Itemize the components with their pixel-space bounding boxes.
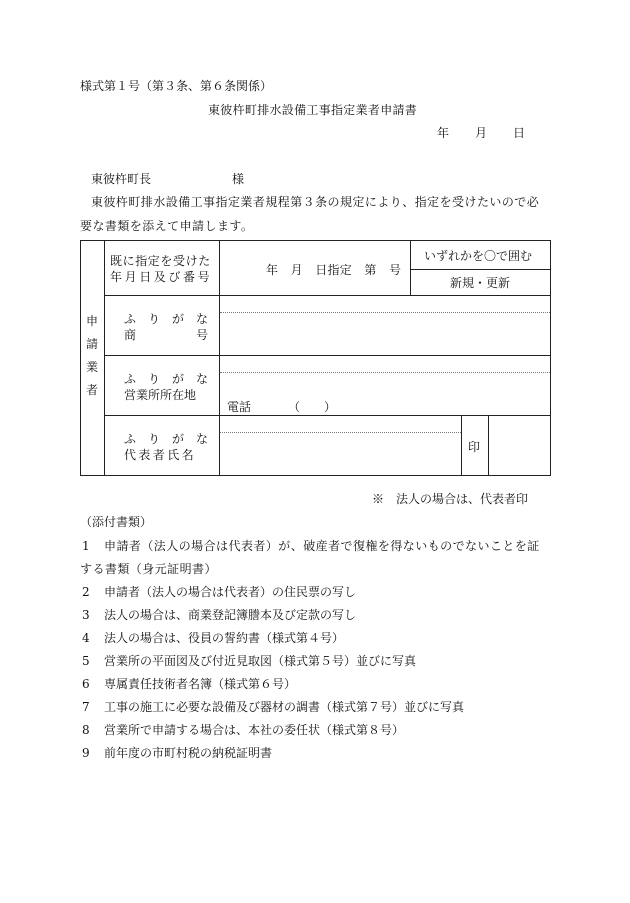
date-month: 月 xyxy=(475,126,488,140)
attachment-number: 9 xyxy=(82,746,90,760)
office-address-field[interactable] xyxy=(221,374,549,398)
corporate-seal-note: ※ 法人の場合は、代表者印 xyxy=(372,492,529,506)
attachment-number: 1 xyxy=(82,539,90,553)
representative-furigana-label: ふ り が な xyxy=(124,432,209,446)
phone-label: 電話 xyxy=(227,400,252,414)
attachment-text-continued: する書類（身元証明書） xyxy=(80,562,217,576)
prior-designation-value: 年 月 日指定 第 号 xyxy=(266,263,402,277)
attachment-text: 専属責任技術者名簿（様式第６号） xyxy=(104,677,297,691)
office-address-furigana-label: ふ り が な xyxy=(124,372,209,386)
attachment-number: 7 xyxy=(82,700,90,714)
attachment-text: 申請者（法人の場合は代表者）の住民票の写し xyxy=(104,585,357,599)
attachment-text: 営業所で申請する場合は、本社の委任状（様式第８号） xyxy=(104,723,405,737)
form-number: 様式第１号（第３条、第６条関係） xyxy=(80,79,273,93)
attachment-number: 2 xyxy=(82,585,90,599)
trade-name-label: 商 号 xyxy=(124,328,209,342)
attachment-number: 6 xyxy=(82,677,90,691)
seal-label: 印 xyxy=(468,440,481,454)
circle-instruction: いずれかを〇で囲む xyxy=(424,249,533,263)
attachments-heading: （添付書類） xyxy=(80,515,153,529)
attachment-number: 5 xyxy=(82,654,90,668)
document-title: 東彼杵町排水設備工事指定業者申請書 xyxy=(208,103,418,117)
addressee-honorific: 様 xyxy=(232,172,245,186)
office-address-label: 営業所所在地 xyxy=(124,388,197,402)
attachment-number: 3 xyxy=(82,608,90,622)
addressee-name: 東彼杵町長 xyxy=(91,172,152,186)
applicant-side-label: 申 請 業 者 xyxy=(85,314,98,397)
attachment-number: 4 xyxy=(82,631,90,645)
attachment-text: 営業所の平面図及び付近見取図（様式第５号）並びに写真 xyxy=(104,654,417,668)
representative-name-label: 代表者氏名 xyxy=(124,448,197,462)
attachment-text: 工事の施工に必要な設備及び器材の調書（様式第７号）並びに写真 xyxy=(104,700,465,714)
attachment-text: 申請者（法人の場合は代表者）が、破産者で復権を得ないものでないことを証 xyxy=(104,539,540,553)
prior-designation-label-2: 年月日及び番号 xyxy=(110,270,213,284)
attachment-text: 法人の場合は、役員の誓約書（様式第４号） xyxy=(104,631,345,645)
new-or-renewal-options: 新規・更新 xyxy=(450,276,511,290)
attachment-text: 前年度の市町村税の納税証明書 xyxy=(104,746,273,760)
intro-line-1: 東彼杵町排水設備工事指定業者規程第３条の規定により、指定を受けたいので必 xyxy=(91,195,540,209)
date-year: 年 xyxy=(437,126,450,140)
application-table xyxy=(80,240,551,476)
attachment-text: 法人の場合は、商業登記簿謄本及び定款の写し xyxy=(104,608,357,622)
prior-designation-label-1: 既に指定を受けた xyxy=(110,254,211,268)
date-day: 日 xyxy=(513,126,526,140)
representative-name-field[interactable] xyxy=(221,434,460,474)
attachment-number: 8 xyxy=(82,723,90,737)
intro-line-2: 要な書類を添えて申請します。 xyxy=(80,219,254,233)
trade-name-furigana-label: ふ り が な xyxy=(124,312,209,326)
trade-name-field[interactable] xyxy=(221,314,549,354)
phone-area-code-paren: （ ） xyxy=(288,400,337,414)
